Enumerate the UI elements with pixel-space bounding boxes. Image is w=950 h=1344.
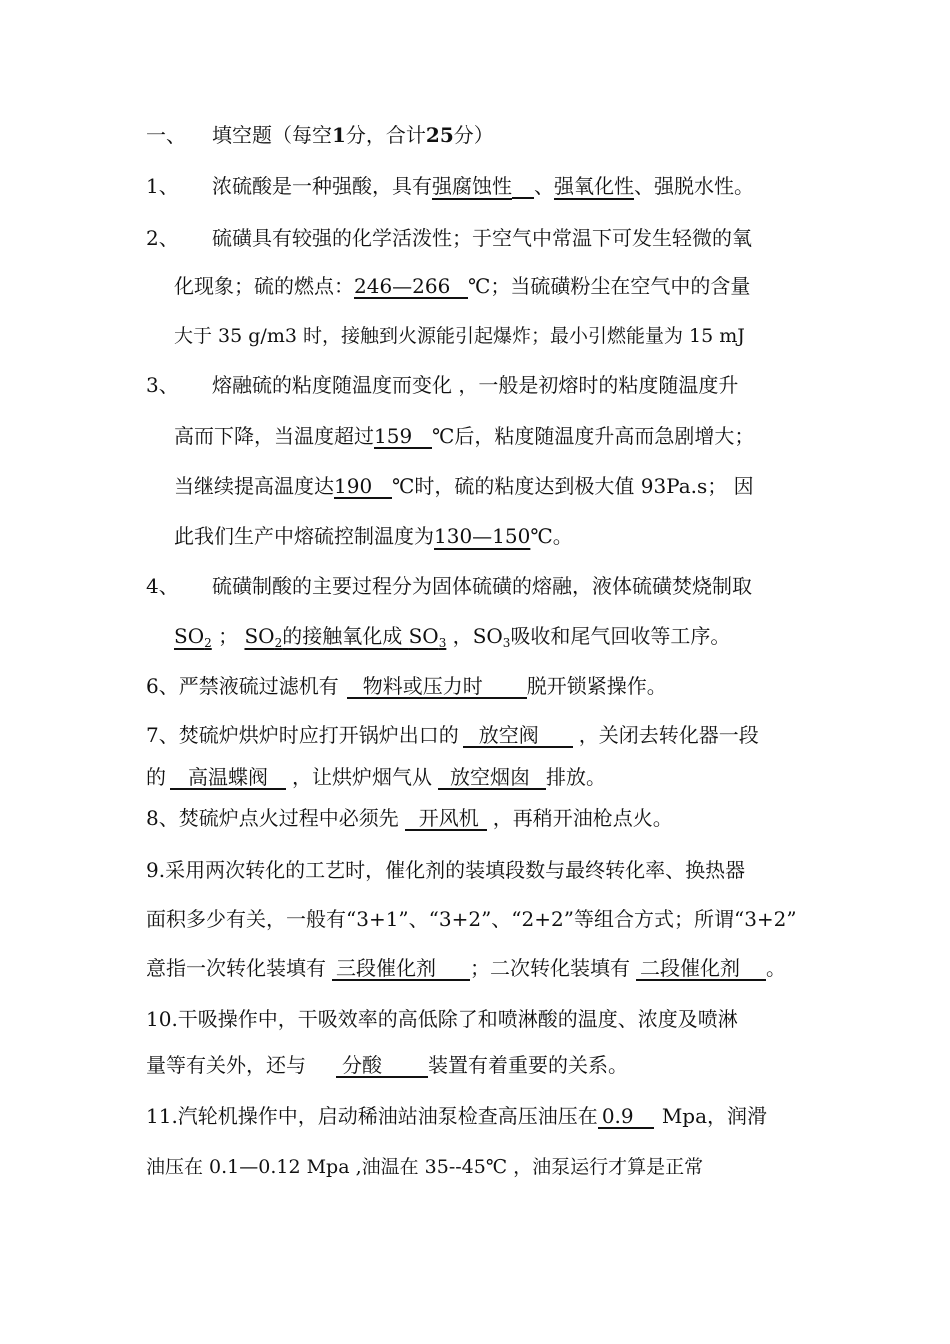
answer-blank: $SO_2$的接触氧化成 $SO_3$ (244, 624, 447, 650)
question-6: 6、严禁液硫过滤机有 物料或压力时 脱开锁紧操作。 (146, 674, 667, 698)
answer-blank: 高温蝶阀 (188, 765, 268, 789)
answer-blank: 二段催化剂 (640, 956, 740, 980)
answer-blank: 190 (334, 474, 373, 498)
answer-blank: 三段催化剂 (336, 956, 436, 980)
answer-blank: $SO_2$ (174, 624, 212, 650)
answer-blank: 放空烟囱 (450, 765, 530, 789)
answer-blank: 130—150 (434, 524, 531, 548)
answer-blank: 强腐蚀性 (432, 174, 512, 198)
answer-blank: 放空阀 (478, 723, 539, 747)
answer-blank: 分酸 (342, 1053, 382, 1077)
answer-blank: 物料或压力时 (362, 674, 483, 698)
answer-blank: 开风机 (418, 806, 479, 830)
answer-blank: 246—266 (354, 274, 451, 298)
answer-blank: 159 (374, 424, 413, 448)
question-8: 8、焚硫炉点火过程中必须先 开风机 ，再稍开油枪点火。 (146, 806, 673, 830)
answer-blank: 强氧化性 (554, 174, 634, 198)
answer-blank: 0.9 (601, 1104, 634, 1128)
section-number: 一、 (146, 123, 186, 147)
document-page: 一、 填空题（每空1分，合计25分） 1、 浓硫酸是一种强酸，具有强腐蚀性 、强氧化性、强脱水性。 2、 硫磺具有较强的化学活泼性；于空气中常温下可发生轻微的氧 化现象；硫的燃点：246—266 ℃；当硫磺粉尘在空气中的含量 大于 35 g/m3 时，接触到火源能引起爆炸；最小引燃能量为 15 mJ 3、 熔融硫的粘度随温度而变化 ，一般是初熔时的粘度随温度升 高而下降，当温度超过159 ℃后，粘度随温度升高而急剧增大； 当继续提高温度达190 ℃时，硫的粘度达到极大值 93Pa.s； 因 此我们生产中熔硫控制温度为130—150℃。 4、 硫磺制酸的主要过程分为固体硫磺的熔融，液体硫磺焚烧制取 $SO_2$ ； $SO_2$的接触氧化成 $SO_3$ ，$SO_3$吸收和尾气回收等工序。 6、严禁液硫过滤机有 物料或压力时 脱开锁紧操作。 7、焚硫炉烘炉时应打开锅炉出口的 放空阀 ，关闭去转化器一段 的 高温蝶阀 ，让烘炉烟气从 放空烟囱 排放。 8、焚硫炉点火过程中必须先 开风机 ，再稍开油枪点火。 9.采用两次转化的工艺时，催化剂的装填段数与最终转化率、换热器 面积多少有关，一般有“3+1”、“3+2”、“2+2”等组合方式；所谓“3+2” 意指一次转化装填有 三段催化剂 ；二次转化装填有 二段催化剂 。 10.干吸操作中，干吸效率的高低除了和喷淋酸的温度、浓度及喷淋 量等有关外，还与 分酸 装置有着重要的关系。 11.汽轮机操作中，启动稀油站油泵检查高压油压在 0.9 Mpa，润滑 油压在 0.1—0.12 Mpa ,油温在 35--45℃ ，油泵运行才算是正常 (146, 123, 797, 1178)
